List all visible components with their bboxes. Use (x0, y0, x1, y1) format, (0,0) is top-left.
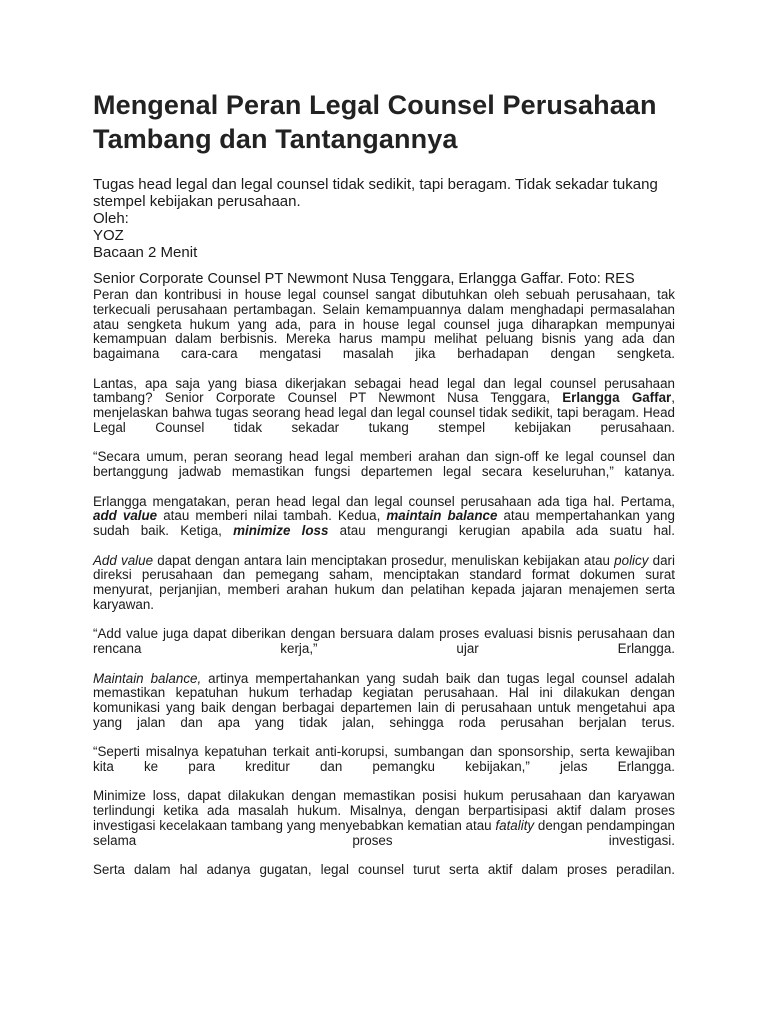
paragraph-2 (93, 377, 675, 436)
paragraph-5-text-b: dari direksi perusahaan dan pemegang saham, menciptakan standard format dokumen surat menyurat, perjanjian, memberi arahan hukum dan pelatihan kepada jajaran menajemen serta karyawan. (93, 552, 675, 612)
paragraph-9 (93, 789, 675, 848)
paragraph-9-text-a: Minimize loss, dapat dilakukan dengan memastikan posisi hukum perusahaan dan karyawan terlindungi ketika ada masalah hukum. Misalnya, dengan berpartisipasi aktif dalam proses investigasi kecelakaan tambang yang menyebabkan kematian atau (93, 788, 675, 834)
article-title: Mengenal Peran Legal Counsel Perusahaan Tambang dan Tantangannya (93, 90, 657, 154)
paragraph-4-text-a: Erlangga mengatakan, peran head legal dan legal counsel perusahaan ada tiga hal. Pertama, (93, 493, 675, 509)
paragraph-4-text-c: atau mempertahankan yang sudah baik. Ketiga, (93, 508, 675, 539)
term-maintain-balance: maintain balance (386, 508, 498, 524)
article-intro (93, 176, 675, 261)
person-name: Erlangga Gaffar (562, 390, 672, 406)
paragraph-4 (93, 495, 675, 539)
byline-label: Oleh: (93, 210, 129, 227)
term-add-value: add value (93, 508, 158, 524)
paragraph-5-text-a: dapat dengan antara lain menciptakan prosedur, menuliskan kebijakan atau (157, 552, 610, 568)
photo-caption: Senior Corporate Counsel PT Newmont Nusa Tenggara, Erlangga Gaffar. Foto: RES (93, 271, 635, 287)
paragraph-1: Peran dan kontribusi in house legal counsel sangat dibutuhkan oleh sebuah perusahaan, tak terkecuali perusahaan pertambagan. Selain kemampuannya dalam menghadapi permasalahan atau sengketa hukum yang ada, para in house legal counsel juga diharapkan mempunyai kemampuan dalam berbisnis. Mereka harus mampu melihat peluang bisnis yang ada dan bagaimana cara-cara mengatasi masalah jika berhadapan dengan sengketa. (93, 287, 675, 362)
term-minimize-loss: minimize loss (233, 523, 329, 539)
paragraph-4-text-b: atau memberi nilai tambah. Kedua, (163, 508, 381, 524)
paragraph-2-text-b: , menjelaskan bahwa tugas seorang head legal dan legal counsel tidak sedikit, tapi beragam. Head Legal Counsel tidak sekadar tukang stempel kebijakan perusahaan. (93, 390, 675, 435)
author-name: YOZ (93, 227, 124, 244)
paragraph-2-text-a: Lantas, apa saja yang biasa dikerjakan sebagai head legal dan legal counsel perusahaan tambang? Senior Corporate Counsel PT Newmont Nusa Tenggara, (93, 375, 675, 406)
term-maintain-balance-italic: Maintain balance, (93, 670, 202, 686)
paragraph-7 (93, 672, 675, 731)
term-policy: policy (614, 552, 649, 568)
read-time: Bacaan 2 Menit (93, 244, 198, 261)
article-subtitle: Tugas head legal dan legal counsel tidak sedikit, tapi beragam. Tidak sekadar tukang stempel kebijakan perusahaan. (93, 176, 658, 210)
paragraph-3: “Secara umum, peran seorang head legal memberi arahan dan sign-off ke legal counsel dan bertanggung jadwab memastikan fungsi departemen legal secara keseluruhan,” katanya. (93, 449, 675, 480)
paragraph-6: “Add value juga dapat diberikan dengan bersuara dalam proses evaluasi bisnis perusahaan dan rencana kerja,” ujar Erlangga. (93, 626, 675, 657)
paragraph-4-text-d: atau mengurangi kerugian apabila ada suatu hal. (339, 523, 675, 539)
paragraph-5 (93, 554, 675, 613)
paragraph-8: “Seperti misalnya kepatuhan terkait anti-korupsi, sumbangan dan sponsorship, serta kewajiban kita ke para kreditur dan pemangku kebijakan,” jelas Erlangga. (93, 744, 675, 775)
paragraph-10: Serta dalam hal adanya gugatan, legal counsel turut serta aktif dalam proses peradilan. (93, 862, 675, 878)
term-add-value-italic: Add value (93, 552, 154, 568)
paragraph-7-text: artinya mempertahankan yang sudah baik dan tugas legal counsel adalah memastikan kepatuhan hukum terhadap kegiatan perusahaan. Hal ini dilakukan dengan komunikasi yang baik dengan berbagai departemen lain di perusahaan untuk mengetahui apa yang jalan dan apa yang tidak jalan, sehingga roda perusahan berjalan terus. (93, 670, 675, 730)
article (93, 88, 675, 878)
term-fatality: fatality (495, 818, 535, 834)
paragraph-9-text-b: dengan pendampingan selama proses investigasi. (93, 818, 675, 848)
